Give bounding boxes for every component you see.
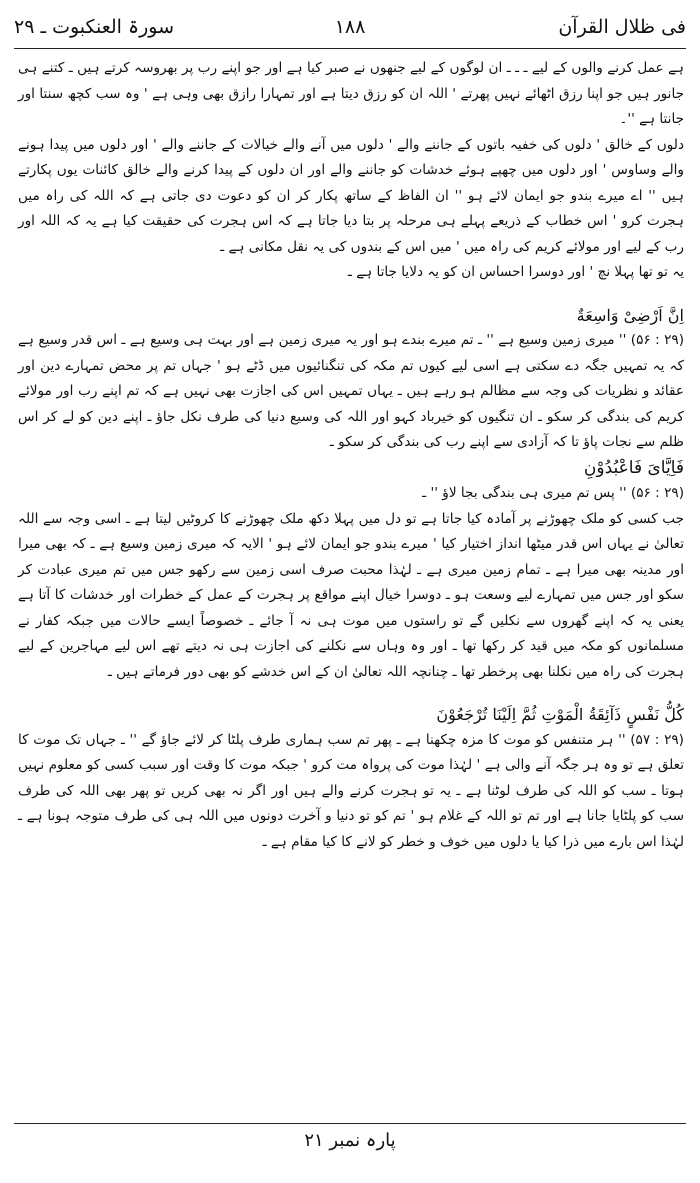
- verse-56a: اِنَّ اَرْضِیْ وَاسِعَةٌ: [576, 305, 684, 325]
- paragraph-2: دلوں کے خالق ' دلوں کی خفیہ باتوں کے جاننے والے ' دلوں میں آنے والے خیالات کے جاننے والے ' اور دلوں میں پیدا ہونے والے وساوس ' اور دلوں میں چھپے ہوئے خدشات کو جاننے والے اور ان دلوں کے پیدا کرنے والے خالق کائنات یوں پکارتے ہیں '' اے میرے بندو جو ایمان لائے ہو '' ان الفاظ کے ساتھ پکار کر ان کو دعوت دی جاتی ہے کہ اللہ کی راہ میں ہجرت کرو ' اس خطاب کے ذریعے پہلے ہی مرحلہ پر بتا دیا جاتا ہے کہ اس ہجرت کی حقیقت کیا ہے یہ کہ اللہ اور رب کے لیے اور مولائے کریم کی راہ میں ' میں اس کے بندوں کی یہ نقل مکانی ہے ـ: [18, 136, 684, 255]
- paragraph-6: جب کسی کو ملک چھوڑنے پر آمادہ کیا جاتا ہے تو دل میں پہلا دکھ ملک چھوڑنے کا کروٹیں لیتا ہے ـ اسی وجہ سے اللہ تعالیٰ نے یہاں اس قدر میٹھا انداز اختیار کیا ' میرے بندو جو ایمان لائے ہو ' الایہ کہ میری زمین وسیع ہے ـ کہ بھی میرا اور مدینہ بھی میرا ہے ـ تمام زمین میری ہے ـ لہٰذا محبت صرف اسی زمین سے رکھو جس میں تم میری عبادت کر سکو اور جس میں تمہارے لیے وسعت ہو ـ دوسرا خیال اپنے مواقع پر ہجرت کے عمل کے خطرات اور خدشات کا آتا ہے یعنی یہ کہ اپنے گھروں سے نکلیں گے تو راستوں میں موت ہی نہ آ جائے ـ خصوصاً ایسے حالات میں جبکہ کفار نے مسلمانوں کو مکہ میں قید کر رکھا تھا ـ اور وہ وہاں سے نکلنے کی اجازت ہی نہ دیتے تھے اس لیے مہاجرین کے لیے ہجرت کی راہ میں نکلنا بھی پرخطر تھا ـ چنانچہ اللہ تعالیٰ ان کے اس خدشے کو بھی دور فرماتے ہیں ـ: [18, 510, 684, 680]
- header-rule: [14, 48, 686, 49]
- page-body: [18, 56, 684, 1116]
- para-label: پارہ نمبر ۲۱: [304, 1130, 396, 1151]
- paragraph-7: (۲۹ : ۵۷) '' ہر متنفس کو موت کا مزہ چکھنا ہے ـ پھر تم سب ہماری طرف پلٹا کر لائے جاؤ گے '' ـ جہاں تک موت کا تعلق ہے تو وہ ہر جگہ آنے والی ہے ' لہٰذا موت کی پرواہ مت کرو ' جبکہ موت کا وقت اور سبب کسی کو معلوم نہیں ہوتا ـ سب کو اللہ کی طرف لوٹنا ہے ـ یہ تو ہجرت کرنے والے ہیں اور اگر نہ بھی کریں تو پھر بھی اللہ کی طرف سب کو پلٹایا جانا ہے اور تم تو اللہ کے غلام ہو ' تم کو تو دنیا و آخرت دونوں میں اللہ ہی کی طرف متوجہ ہونا ہے ـ لہٰذا اس بارے میں ذرا کیا یا دلوں میں خوف و خطر کو لانے کا کیا مقام ہے ـ: [18, 731, 684, 850]
- paragraph-1: ہے عمل کرنے والوں کے لیے ـ ـ ـ ان لوگوں کے لیے جنھوں نے صبر کیا ہے اور جو اپنے رب پر بھروسہ کرتے ہیں ـ کتنے ہی جانور ہیں جو اپنا رزق اٹھائے نہیں پھرتے ' اللہ ان کو رزق دیتا ہے اور تمہارا رازق بھی وہی ہے ' وہ سب کچھ سنتا اور جانتا ہے ''۔: [18, 60, 684, 127]
- footer-rule: [14, 1123, 686, 1124]
- verse-56b: فَاِیَّایَ فَاعْبُدُوْنِ: [583, 457, 684, 478]
- book-title: فی ظلال القرآن: [558, 16, 686, 38]
- paragraph-3: یہ تو تھا پہلا نچ ' اور دوسرا احساس ان کو یہ دلایا جاتا ہے ـ: [347, 264, 684, 280]
- verse-57: کُلُّ نَفْسٍ ذَآئِقَةُ الْمَوْتِ ثُمَّ اِلَیْنَا تُرْجَعُوْنَ: [436, 705, 684, 724]
- paragraph-5: (۲۹ : ۵۶) '' پس تم میری ہی بندگی بجا لاؤ '' ـ: [422, 485, 684, 501]
- surah-label: سورۃ العنکبوت ـ ۲۹: [14, 16, 175, 38]
- paragraph-4: (۲۹ : ۵۶) '' میری زمین وسیع ہے '' ـ تم میرے بندے ہو اور یہ میری زمین ہے اور بہت ہی وسیع ہے ـ اس قدر وسیع ہے کہ یہ تمہیں جگہ دے سکتی ہے اسی لیے کیوں تم مکہ کی تنگنائیوں میں ڈٹے ہو ' جہاں تم پر محض تمہارے دین اور عقائد و نظریات کی وجہ سے مظالم ہو رہے ہیں ـ یہاں تمہیں اس کی اجازت بھی نہیں ہے کہ تم اپنے رب اور مولائے کریم کی بندگی کر سکو ـ ان تنگیوں کو خیرباد کہو اور اللہ کی وسیع دنیا کی طرف نکل جاؤ ـ اپنے دین کو لے کر اس ظلم سے نجات پاؤ تا کہ آزادی سے اپنے رب کی بندگی کر سکو ـ: [18, 332, 684, 450]
- page-number: ۱۸۸: [334, 16, 366, 38]
- page-header: [14, 14, 686, 48]
